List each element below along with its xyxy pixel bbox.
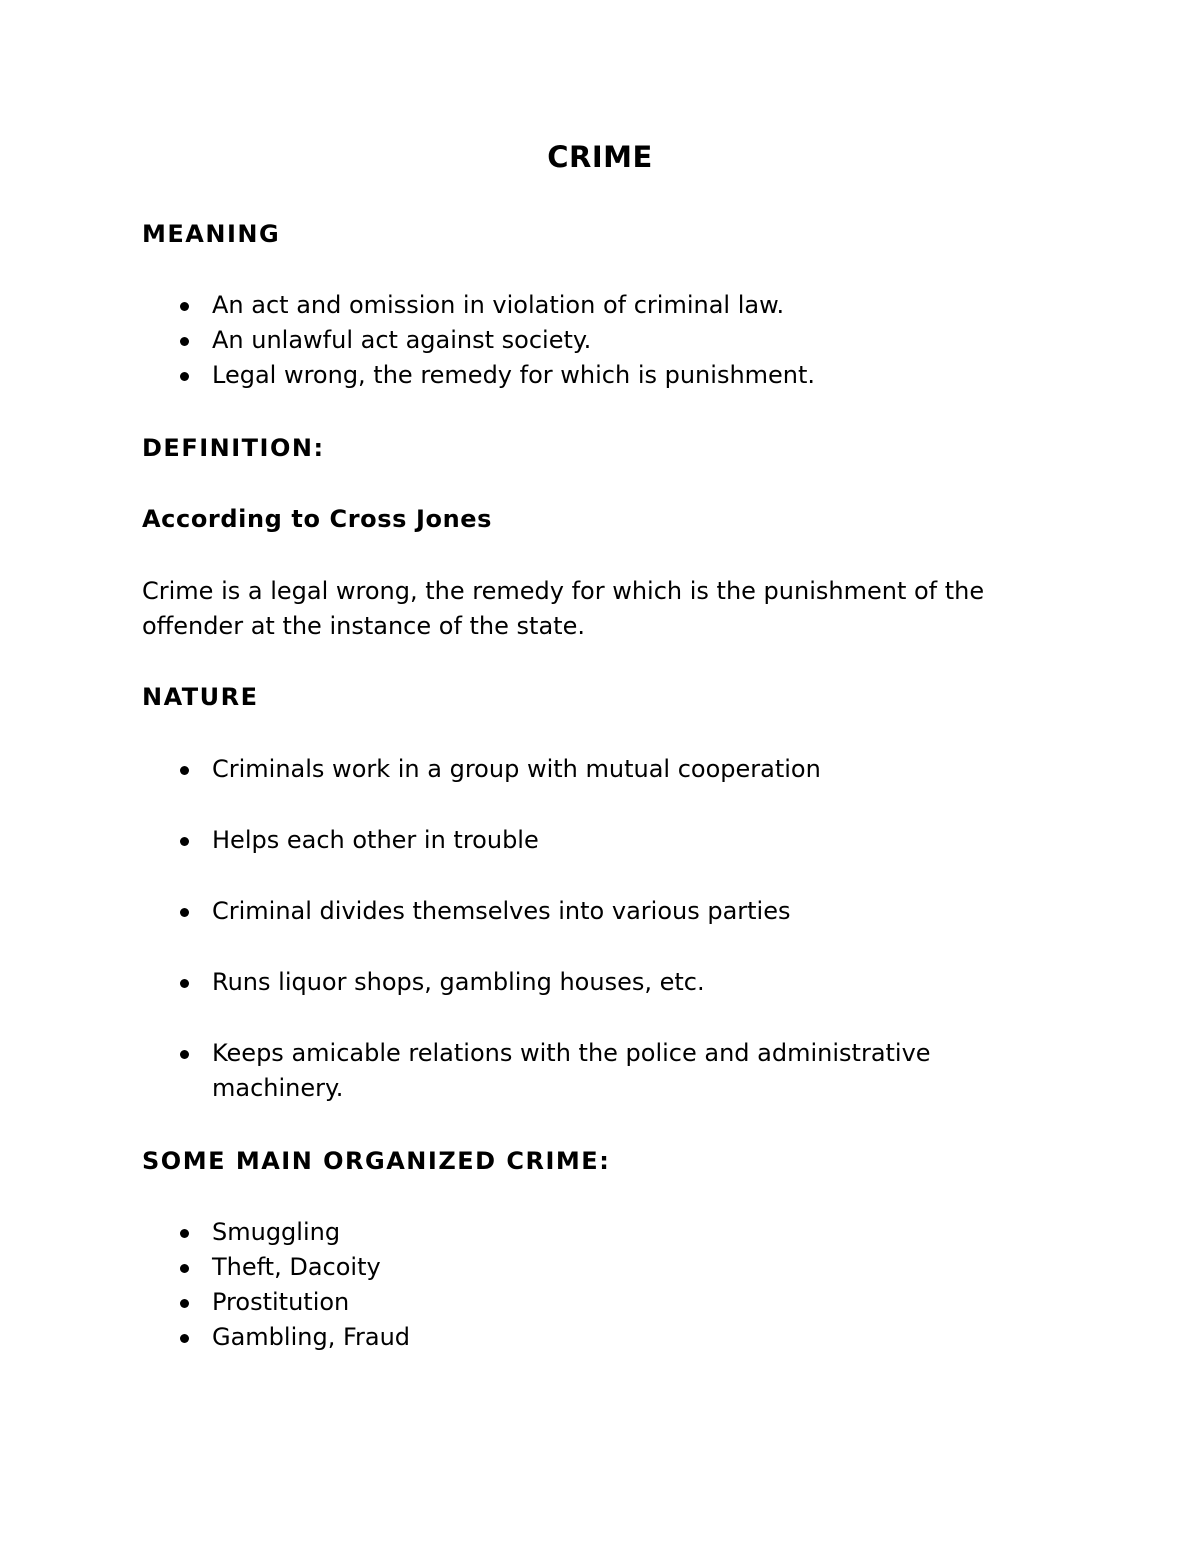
meaning-heading: MEANING (142, 220, 281, 248)
list-item (0, 1250, 1012, 1285)
list-item (0, 1215, 1012, 1250)
list-item (0, 894, 1012, 929)
list-item-text: An unlawful act against society. (212, 326, 592, 354)
nature-heading: NATURE (142, 683, 259, 711)
page-title: CRIME (547, 140, 653, 174)
definition-heading: DEFINITION: (142, 434, 325, 462)
bullet-icon (180, 1334, 189, 1343)
list-item (0, 752, 1012, 787)
bullet-icon (180, 1050, 189, 1059)
bullet-icon (180, 837, 189, 846)
list-item-text: Runs liquor shops, gambling houses, etc. (212, 968, 705, 996)
bullet-icon (180, 1264, 189, 1273)
bullet-icon (180, 337, 189, 346)
list-item-text: Theft, Dacoity (212, 1253, 381, 1281)
list-item (0, 1036, 1012, 1106)
list-item (0, 1320, 1012, 1355)
list-item-text: Gambling, Fraud (212, 1323, 411, 1351)
nature-list (0, 752, 1012, 1106)
list-item (0, 1285, 1012, 1320)
list-item (0, 288, 1012, 323)
bullet-icon (180, 1229, 189, 1238)
definition-subheading: According to Cross Jones (142, 505, 493, 533)
list-item-text: Helps each other in trouble (212, 826, 539, 854)
list-item-text: Criminal divides themselves into various parties (212, 897, 791, 925)
list-item (0, 823, 1012, 858)
definition-text: Crime is a legal wrong, the remedy for which is the punishment of the offender at the instance of the state. (142, 577, 985, 640)
list-item-text: Prostitution (212, 1288, 350, 1316)
list-item-text: Legal wrong, the remedy for which is punishment. (212, 361, 816, 389)
bullet-icon (180, 372, 189, 381)
meaning-list (0, 288, 1012, 393)
list-item-text: An act and omission in violation of criminal law. (212, 291, 785, 319)
list-item (0, 965, 1012, 1000)
organized-crime-heading: SOME MAIN ORGANIZED CRIME: (142, 1147, 611, 1175)
bullet-icon (180, 766, 189, 775)
organized-crime-list (0, 1215, 1012, 1355)
bullet-icon (180, 908, 189, 917)
list-item (0, 323, 1012, 358)
bullet-icon (180, 979, 189, 988)
list-item-text: Criminals work in a group with mutual cooperation (212, 755, 821, 783)
list-item-text: Smuggling (212, 1218, 341, 1246)
list-item-text: Keeps amicable relations with the police and administrative machinery. (212, 1039, 931, 1102)
bullet-icon (180, 1299, 189, 1308)
list-item (0, 358, 1012, 393)
bullet-icon (180, 302, 189, 311)
